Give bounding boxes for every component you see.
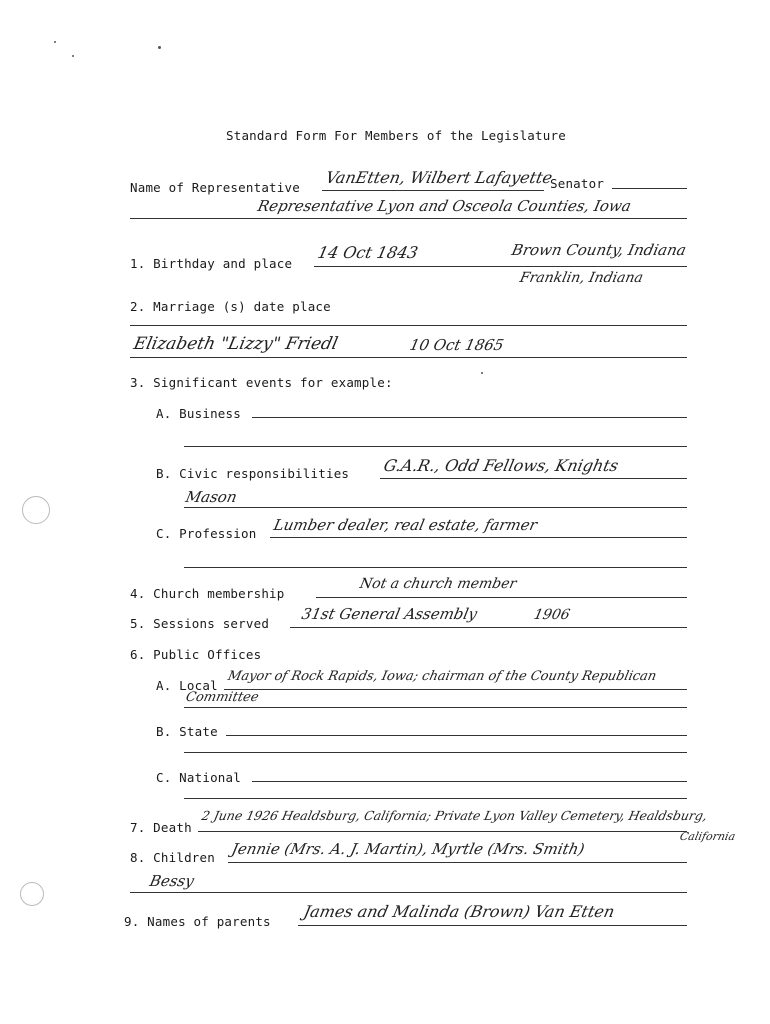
q2-date: 10 Oct 1865 [408, 336, 506, 354]
state-line [226, 735, 687, 736]
name-label: Name of Representative [130, 180, 300, 195]
b-civic-value: G.A.R., Odd Fellows, Knights [381, 456, 621, 475]
senator-line [612, 188, 687, 189]
q4-value: Not a church member [358, 576, 518, 592]
q8-value: Jennie (Mrs. A. J. Martin), Myrtle (Mrs. Smith) [230, 840, 587, 858]
q5-label: 5. Sessions served [130, 616, 270, 631]
q9-label: 9. Names of parents [124, 914, 271, 929]
q5-year: 1906 [532, 607, 572, 623]
q4-label: 4. Church membership [130, 586, 285, 601]
name-line-2 [130, 218, 687, 219]
q9-value: James and Malinda (Brown) Van Etten [301, 902, 617, 921]
q1-place: Brown County, Indiana [510, 241, 688, 259]
local-line-2 [184, 707, 687, 708]
punch-hole [20, 882, 44, 906]
children-line-2 [130, 892, 687, 893]
scan-speck [158, 46, 161, 49]
name-line [322, 190, 544, 191]
church-line [316, 597, 687, 598]
profession-line-2 [184, 567, 687, 568]
profession-line [270, 537, 687, 538]
q1-place-2: Franklin, Indiana [518, 270, 645, 286]
q3-label: 3. Significant events for example: [130, 375, 393, 390]
a-local-label: A. Local [156, 678, 218, 693]
national-line-2 [184, 798, 687, 799]
business-line-2 [184, 446, 687, 447]
local-line [224, 689, 687, 690]
death-line [198, 831, 687, 832]
a-business-label: A. Business [156, 406, 241, 421]
business-line [252, 417, 687, 418]
a-local-value: Mayor of Rock Rapids, Iowa; chairman of the County Republican [226, 669, 658, 684]
q2-line-2 [130, 357, 687, 358]
q8-value-2: Bessy [148, 872, 196, 890]
q5-value: 31st General Assembly [300, 605, 479, 623]
scan-speck [481, 372, 483, 374]
senator-label: Senator [550, 176, 605, 191]
q6-label: 6. Public Offices [130, 647, 262, 662]
sessions-line [290, 627, 687, 628]
b-civic-label: B. Civic responsibilities [156, 466, 350, 481]
civic-line-2 [184, 507, 687, 508]
b-civic-value-2: Mason [184, 488, 239, 506]
b-state-label: B. State [156, 724, 218, 739]
national-line [252, 781, 687, 782]
form-title: Standard Form For Members of the Legislature [226, 128, 566, 143]
q7-value-2: California [678, 830, 737, 843]
name-value-line2: Representative Lyon and Osceola Counties, Iowa [256, 197, 633, 215]
c-national-label: C. National [156, 770, 241, 785]
parents-line [298, 925, 687, 926]
q1-value: 14 Oct 1843 [315, 243, 420, 262]
children-line [228, 862, 687, 863]
civic-line [380, 478, 687, 479]
c-profession-value: Lumber dealer, real estate, farmer [272, 516, 539, 534]
q2-line [130, 325, 687, 326]
q2-label: 2. Marriage (s) date place [130, 299, 331, 314]
c-profession-label: C. Profession [156, 526, 257, 541]
q2-value: Elizabeth "Lizzy" Friedl [131, 334, 340, 354]
q8-label: 8. Children [130, 850, 215, 865]
punch-hole [22, 496, 50, 524]
q7-label: 7. Death [130, 820, 192, 835]
q1-label: 1. Birthday and place [130, 256, 293, 271]
q1-line [314, 266, 687, 267]
q7-value: 2 June 1926 Healdsburg, California; Private Lyon Valley Cemetery, Healdsburg, [200, 808, 709, 823]
state-line-2 [184, 752, 687, 753]
name-value: VanEtten, Wilbert Lafayette [323, 168, 555, 187]
scan-speck [72, 55, 74, 57]
scan-speck [54, 41, 56, 43]
a-local-value-2: Committee [184, 690, 261, 705]
